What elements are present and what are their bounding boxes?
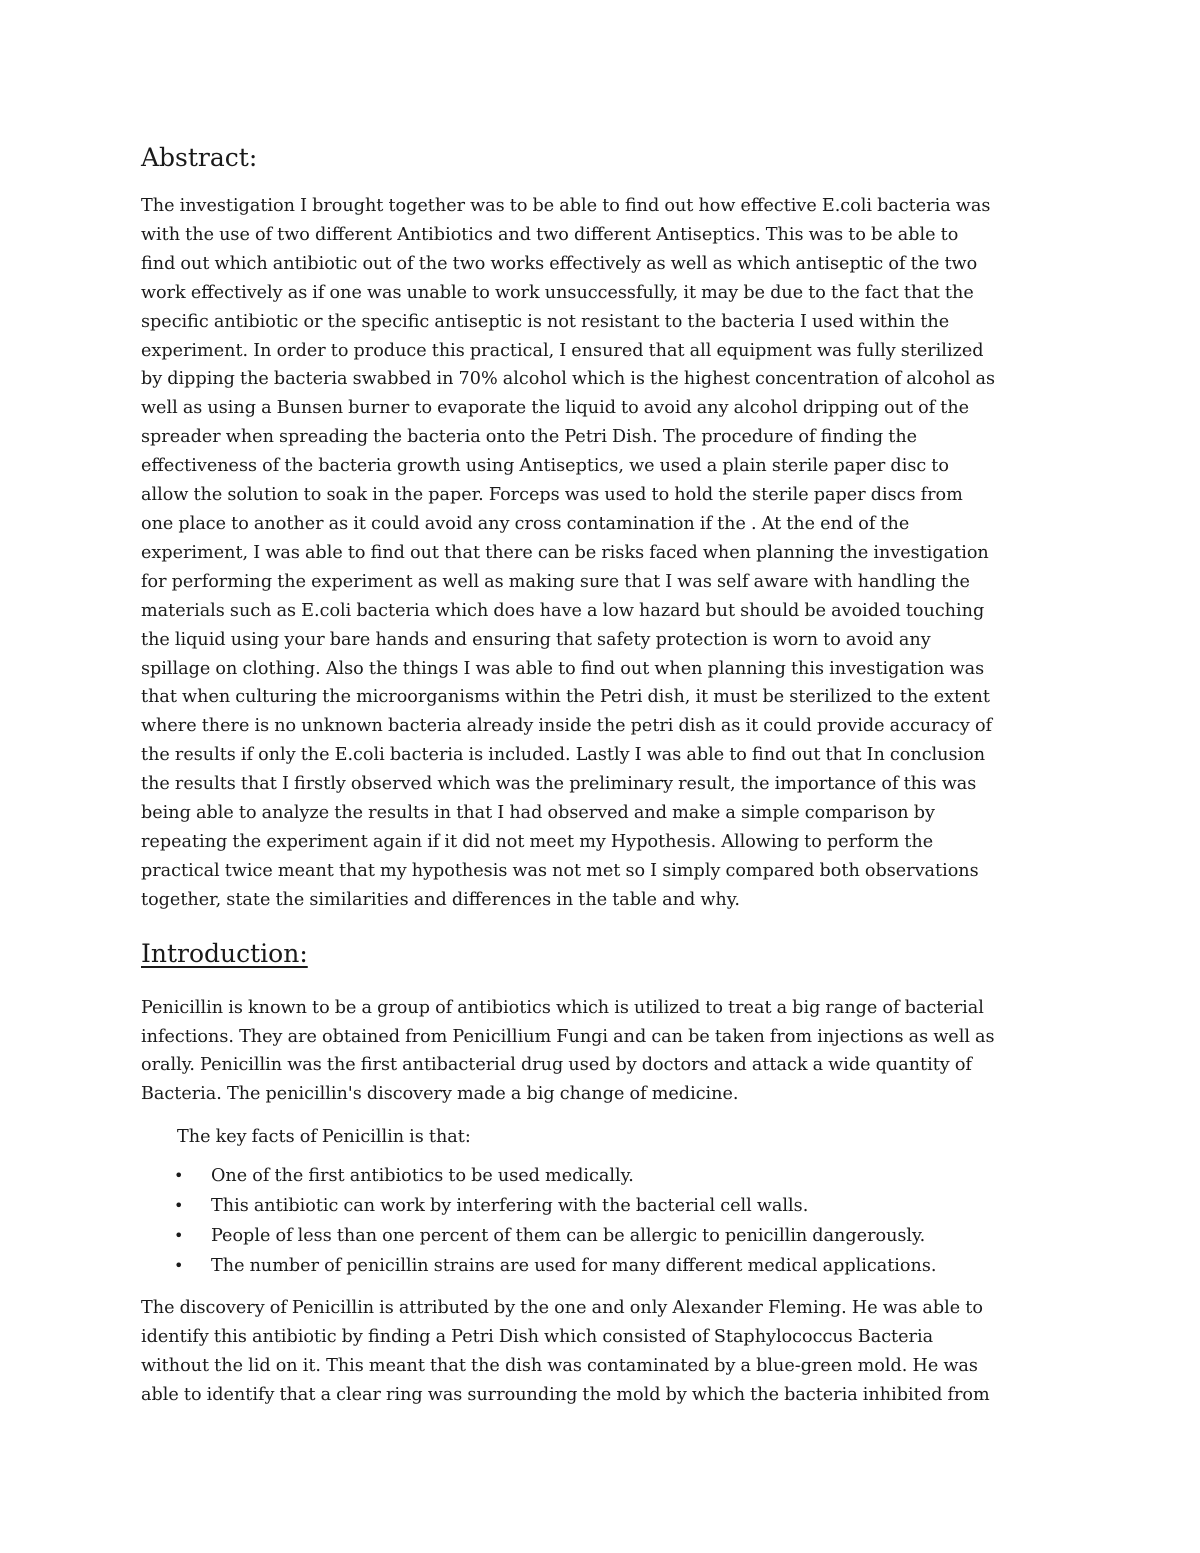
bullet-icon: • xyxy=(174,1196,184,1216)
abstract-line: find out which antibiotic out of the two works effectively as well as which antiseptic of the two xyxy=(141,253,978,274)
introduction-paragraph-1 xyxy=(141,994,1059,1110)
intro-line: identify this antibiotic by finding a Petri Dish which consisted of Staphylococcus Bacteria xyxy=(141,1327,934,1348)
key-fact-text: One of the first antibiotics to be used medically. xyxy=(211,1166,634,1187)
abstract-line: one place to another as it could avoid any cross contamination if the . At the end of the xyxy=(141,513,910,534)
abstract-line: experiment, I was able to find out that there can be risks faced when planning the investigation xyxy=(141,542,989,563)
abstract-line: with the use of two different Antibiotics and two different Antiseptics. This was to be able to xyxy=(141,224,959,245)
introduction-heading: Introduction: xyxy=(141,938,308,968)
abstract-line: work effectively as if one was unable to work unsuccessfully, it may be due to the fact that the xyxy=(141,282,974,303)
abstract-line: materials such as E.coli bacteria which does have a low hazard but should be avoided touching xyxy=(141,600,985,621)
abstract-line: that when culturing the microorganisms within the Petri dish, it must be sterilized to the extent xyxy=(141,687,990,708)
abstract-line: the results if only the E.coli bacteria is included. Lastly I was able to find out that In conclusion xyxy=(141,745,986,766)
abstract-line: the results that I firstly observed which was the preliminary result, the importance of this was xyxy=(141,774,977,795)
intro-line: The discovery of Penicillin is attributed by the one and only Alexander Fleming. He was able to xyxy=(141,1298,983,1319)
abstract-line: spillage on clothing. Also the things I was able to find out when planning this investigation was xyxy=(141,658,985,679)
abstract-line: by dipping the bacteria swabbed in 70% alcohol which is the highest concentration of alcohol as xyxy=(141,369,996,390)
abstract-line: allow the solution to soak in the paper. Forceps was used to hold the sterile paper discs from xyxy=(141,485,963,506)
intro-line: orally. Penicillin was the first antibacterial drug used by doctors and attack a wide quantity of xyxy=(141,1055,972,1076)
intro-line: infections. They are obtained from Penicillium Fungi and can be taken from injections as well as xyxy=(141,1026,995,1047)
abstract-line: specific antibiotic or the specific antiseptic is not resistant to the bacteria I used within the xyxy=(141,311,950,332)
bullet-icon: • xyxy=(174,1256,184,1276)
abstract-line: The investigation I brought together was to be able to find out how effective E.coli bacteria was xyxy=(141,196,991,216)
abstract-line: where there is no unknown bacteria already inside the petri dish as it could provide accuracy of xyxy=(141,716,993,737)
bullet-icon: • xyxy=(174,1226,184,1246)
document-page xyxy=(141,140,1059,1410)
abstract-line: practical twice meant that my hypothesis was not met so I simply compared both observations xyxy=(141,860,979,881)
abstract-line: effectiveness of the bacteria growth using Antiseptics, we used a plain sterile paper disc to xyxy=(141,456,949,477)
abstract-line: well as using a Bunsen burner to evaporate the liquid to avoid any alcohol dripping out of the xyxy=(141,398,970,419)
list-item xyxy=(141,1221,1059,1251)
abstract-line: for performing the experiment as well as making sure that I was self aware with handling the xyxy=(141,571,970,592)
intro-line: Bacteria. The penicillin's discovery made a big change of medicine. xyxy=(141,1084,739,1105)
key-facts-list xyxy=(141,1161,1059,1281)
abstract-line: the liquid using your bare hands and ensuring that safety protection is worn to avoid any xyxy=(141,629,931,650)
intro-line: Penicillin is known to be a group of antibiotics which is utilized to treat a big range of bacterial xyxy=(141,997,984,1018)
key-fact-text: This antibiotic can work by interfering with the bacterial cell walls. xyxy=(211,1196,809,1217)
key-fact-text: The number of penicillin strains are used for many different medical applications. xyxy=(211,1256,937,1277)
list-item xyxy=(141,1191,1059,1221)
abstract-line: being able to analyze the results in that I had observed and make a simple comparison by xyxy=(141,803,935,824)
abstract-line: experiment. In order to produce this practical, I ensured that all equipment was fully sterilized xyxy=(141,340,984,361)
introduction-paragraph-2 xyxy=(141,1294,1059,1410)
list-item xyxy=(141,1251,1059,1281)
abstract-heading: Abstract: xyxy=(141,143,258,172)
abstract-line: together, state the similarities and differences in the table and why. xyxy=(141,889,740,910)
intro-line: without the lid on it. This meant that the dish was contaminated by a blue-green mold. He was xyxy=(141,1356,978,1376)
bullet-icon: • xyxy=(174,1166,184,1186)
intro-line: able to identify that a clear ring was surrounding the mold by which the bacteria inhibited from xyxy=(141,1384,990,1405)
list-item xyxy=(141,1161,1059,1191)
abstract-line: repeating the experiment again if it did not meet my Hypothesis. Allowing to perform the xyxy=(141,831,934,852)
key-fact-text: People of less than one percent of them can be allergic to penicillin dangerously. xyxy=(211,1226,926,1247)
key-facts-lead: The key facts of Penicillin is that: xyxy=(177,1127,471,1148)
abstract-paragraph xyxy=(141,192,1059,915)
abstract-line: spreader when spreading the bacteria onto the Petri Dish. The procedure of finding the xyxy=(141,427,918,448)
